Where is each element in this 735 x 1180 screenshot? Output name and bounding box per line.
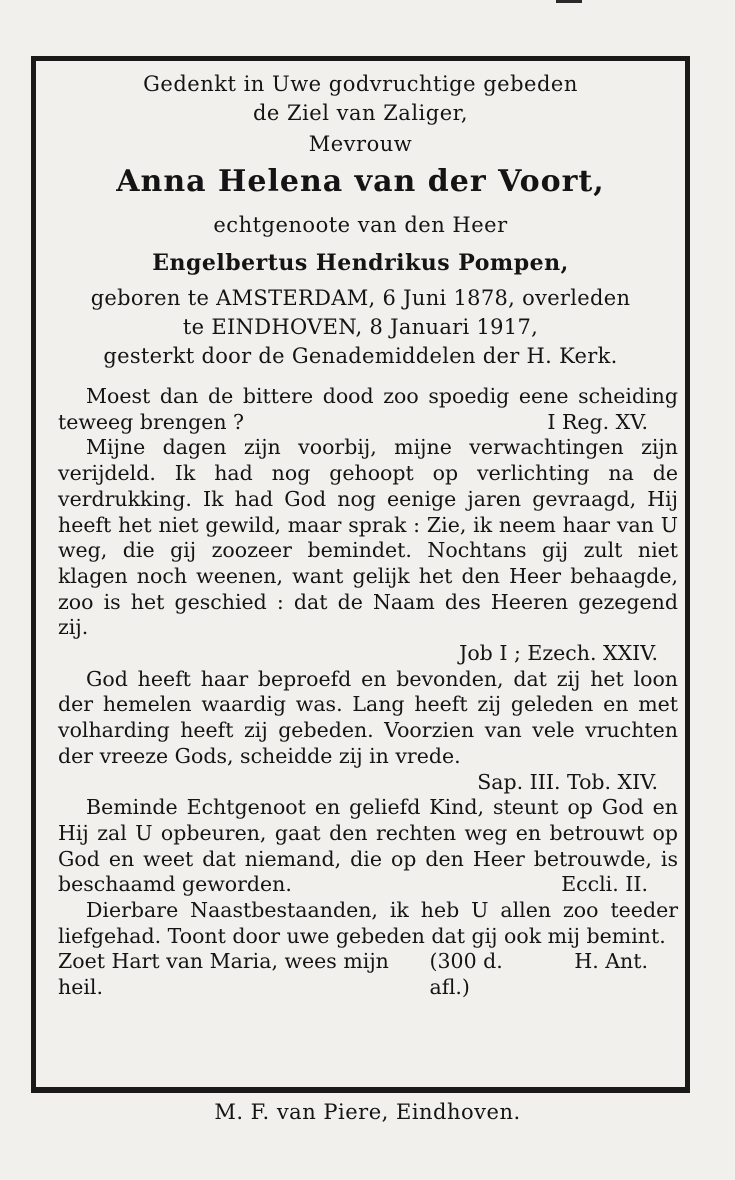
indulgence-note: (300 d. afl.) bbox=[429, 949, 503, 1000]
paragraph-1-ref: I Reg. XV. bbox=[547, 409, 648, 434]
header-line-4: echtgenoote van den Heer bbox=[213, 213, 508, 237]
top-edge-mark bbox=[556, 0, 582, 3]
card-body bbox=[58, 384, 678, 1001]
paragraph-1-text: Moest dan de bittere dood zoo spoedig eene scheiding teweeg brengen ? bbox=[58, 384, 678, 434]
header-line-2: de Ziel van Zaliger, bbox=[252, 101, 469, 125]
sacraments-line: gesterkt door de Genademiddelen der H. Kerk. bbox=[103, 344, 618, 368]
printer-imprint: M. F. van Piere, Eindhoven. bbox=[214, 1100, 521, 1124]
paragraph-5 bbox=[58, 898, 678, 974]
card-header bbox=[36, 70, 685, 371]
header-line-3: Mevrouw bbox=[308, 132, 413, 156]
paragraph-3-ref: Sap. III. Tob. XIV. bbox=[477, 769, 658, 794]
paragraph-3: God heeft haar beproefd en bevonden, dat zij het loon der hemelen waardig was. Lang heeft zij geleden en met volharding heeft zij gebeden. Voorzien van vele vruchten der vreeze Gods, scheidde zij in vrede. bbox=[58, 666, 678, 768]
paragraph-1 bbox=[58, 384, 678, 435]
paragraph-5-text: Dierbare Naastbestaanden, ik heb U allen zoo teeder liefgehad. Toont door uwe gebeden dat gij ook mij bemint. bbox=[58, 898, 678, 948]
deceased-name: Anna Helena van der Voort, bbox=[116, 164, 605, 199]
footer-divider bbox=[31, 1090, 690, 1093]
paragraph-4 bbox=[58, 795, 678, 898]
paragraph-2: Mijne dagen zijn voorbij, mijne verwachtingen zijn verijdeld. Ik had nog gehoopt op verlichting na de verdrukking. Ik had God nog eenige jaren gevraagd, Hij heeft het niet gewild, maar sprak : Zie, ik neem haar van U weg, die gij zoozeer bemindet. Nochtans gij zult niet klagen noch weenen, want gelijk het den Heer behaagde, zoo is het geschied : dat de Naam des Heeren gezegend zij. bbox=[58, 435, 678, 640]
birth-line: geboren te AMSTERDAM, 6 Juni 1878, overleden bbox=[90, 286, 631, 310]
paragraph-4-ref: Eccli. II. bbox=[561, 872, 648, 897]
header-line-1: Gedenkt in Uwe godvruchtige gebeden bbox=[143, 72, 578, 96]
paragraph-2-ref: Job I ; Ezech. XXIV. bbox=[459, 641, 658, 666]
spouse-name: Engelbertus Hendrikus Pompen, bbox=[152, 250, 569, 276]
death-line: te EINDHOVEN, 8 Januari 1917, bbox=[182, 315, 539, 339]
closing-prayer-line bbox=[58, 949, 546, 1000]
paragraph-5-ref: H. Ant. bbox=[574, 949, 648, 974]
closing-prayer: Zoet Hart van Maria, wees mijn heil. bbox=[58, 949, 389, 1000]
paragraph-4-text: Beminde Echtgenoot en geliefd Kind, steunt op God en Hij zal U opbeuren, gaat den rechten weg en betrouwt op God en weet dat niemand, die op den Heer betrouwde, is beschaamd geworden. bbox=[58, 795, 678, 897]
